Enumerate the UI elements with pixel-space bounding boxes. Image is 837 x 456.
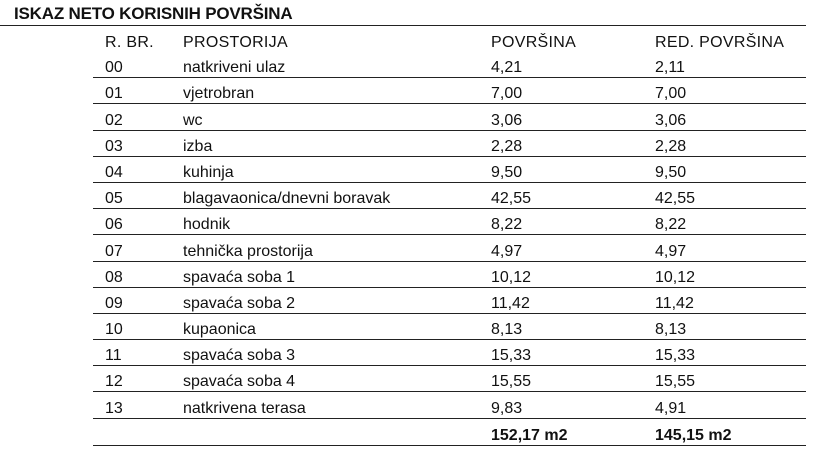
room-name: hodnik xyxy=(183,209,491,235)
title-underline xyxy=(0,25,806,26)
total-area: 152,17 m2 xyxy=(491,418,655,445)
table-row xyxy=(93,366,806,392)
totals-row xyxy=(93,418,806,445)
room-reduced-area: 42,55 xyxy=(655,182,806,208)
row-number: 09 xyxy=(93,287,183,313)
room-area: 9,50 xyxy=(491,156,655,182)
room-name: kuhinja xyxy=(183,156,491,182)
room-reduced-area: 7,00 xyxy=(655,78,806,104)
room-name: blagavaonica/dnevni boravak xyxy=(183,182,491,208)
room-reduced-area: 8,13 xyxy=(655,313,806,339)
row-number: 05 xyxy=(93,182,183,208)
room-name: natkrivena terasa xyxy=(183,392,491,418)
row-number: 13 xyxy=(93,392,183,418)
total-reduced-area: 145,15 m2 xyxy=(655,418,806,445)
row-number: 07 xyxy=(93,235,183,261)
room-name: izba xyxy=(183,130,491,156)
row-number: 10 xyxy=(93,313,183,339)
room-name: vjetrobran xyxy=(183,78,491,104)
row-number: 11 xyxy=(93,340,183,366)
area-table xyxy=(93,27,806,446)
row-number: 01 xyxy=(93,78,183,104)
room-reduced-area: 4,97 xyxy=(655,235,806,261)
room-reduced-area: 15,33 xyxy=(655,340,806,366)
row-number: 00 xyxy=(93,52,183,78)
table-row xyxy=(93,182,806,208)
room-name: tehnička prostorija xyxy=(183,235,491,261)
room-name: spavaća soba 3 xyxy=(183,340,491,366)
room-name: spavaća soba 4 xyxy=(183,366,491,392)
room-reduced-area: 9,50 xyxy=(655,156,806,182)
header-area: POVRŠINA xyxy=(491,34,577,51)
row-number: 04 xyxy=(93,156,183,182)
room-area: 11,42 xyxy=(491,287,655,313)
room-area: 9,83 xyxy=(491,392,655,418)
table-header-row xyxy=(93,27,806,52)
room-area: 2,28 xyxy=(491,130,655,156)
table-row xyxy=(93,313,806,339)
room-area: 8,13 xyxy=(491,313,655,339)
room-reduced-area: 4,91 xyxy=(655,392,806,418)
room-area: 3,06 xyxy=(491,104,655,130)
table-row xyxy=(93,392,806,418)
row-number: 03 xyxy=(93,130,183,156)
room-area: 15,33 xyxy=(491,340,655,366)
room-reduced-area: 8,22 xyxy=(655,209,806,235)
room-area: 15,55 xyxy=(491,366,655,392)
table-row xyxy=(93,287,806,313)
table-row xyxy=(93,235,806,261)
table-row xyxy=(93,261,806,287)
table-row xyxy=(93,156,806,182)
table-row xyxy=(93,104,806,130)
room-area: 4,21 xyxy=(491,52,655,78)
room-name: spavaća soba 2 xyxy=(183,287,491,313)
table-row xyxy=(93,340,806,366)
room-area: 4,97 xyxy=(491,235,655,261)
header-rbr: R. BR. xyxy=(105,34,154,51)
row-number: 02 xyxy=(93,104,183,130)
header-reduced-area: RED. POVRŠINA xyxy=(655,34,785,51)
room-name: wc xyxy=(183,104,491,130)
room-name: natkriveni ulaz xyxy=(183,52,491,78)
table-row xyxy=(93,209,806,235)
totals-blank-rbr xyxy=(93,418,183,445)
room-area: 8,22 xyxy=(491,209,655,235)
room-reduced-area: 15,55 xyxy=(655,366,806,392)
header-room: PROSTORIJA xyxy=(183,34,288,51)
row-number: 08 xyxy=(93,261,183,287)
table-row xyxy=(93,78,806,104)
room-reduced-area: 10,12 xyxy=(655,261,806,287)
room-area: 10,12 xyxy=(491,261,655,287)
room-reduced-area: 11,42 xyxy=(655,287,806,313)
row-number: 12 xyxy=(93,366,183,392)
room-reduced-area: 2,11 xyxy=(655,52,806,78)
room-reduced-area: 2,28 xyxy=(655,130,806,156)
table-row xyxy=(93,130,806,156)
totals-blank-name xyxy=(183,418,491,445)
room-name: kupaonica xyxy=(183,313,491,339)
room-area: 7,00 xyxy=(491,78,655,104)
room-name: spavaća soba 1 xyxy=(183,261,491,287)
room-area: 42,55 xyxy=(491,182,655,208)
room-reduced-area: 3,06 xyxy=(655,104,806,130)
table-row xyxy=(93,52,806,78)
document-title: ISKAZ NETO KORISNIH POVRŠINA xyxy=(14,4,293,23)
row-number: 06 xyxy=(93,209,183,235)
